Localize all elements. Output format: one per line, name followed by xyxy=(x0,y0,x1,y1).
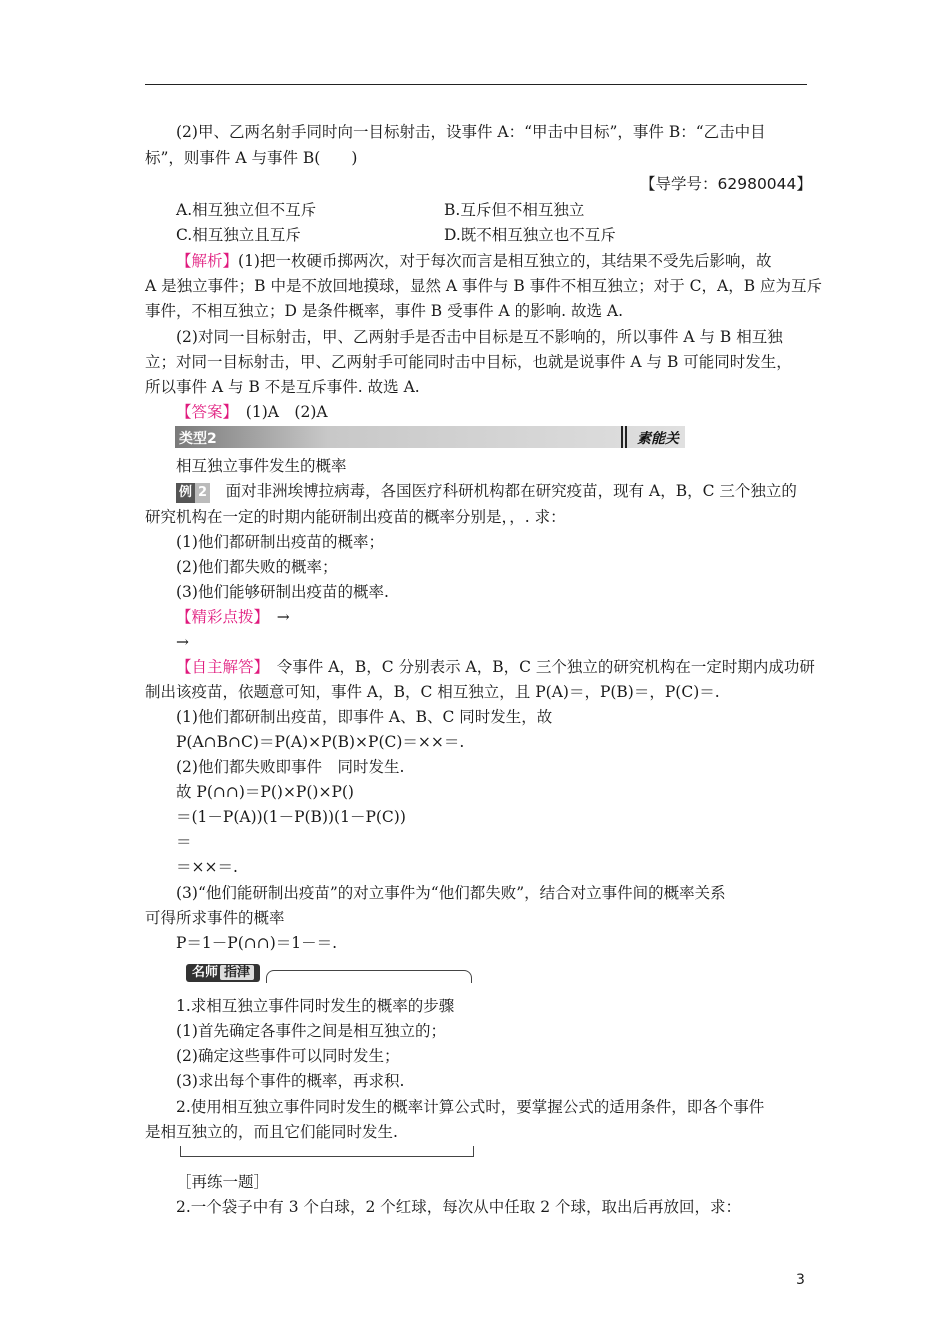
solution-line9: ＝××＝. xyxy=(176,858,238,876)
solution-line3: (1)他们都研制出疫苗，即事件 A、B、C 同时发生，故 xyxy=(176,708,553,726)
answer-line xyxy=(176,402,328,422)
teacher-line3: (2)确定这些事件可以同时发生； xyxy=(176,1047,400,1065)
example-line1 xyxy=(176,481,797,503)
analysis-line4: (2)对同一目标射击，甲、乙两射手是否击中目标是互不影响的，所以事件 A 与 B 相互独 xyxy=(176,328,783,346)
teacher-line4: (3)求出每个事件的概率，再求积. xyxy=(176,1072,405,1090)
teacher-line5: 2.使用相互独立事件同时发生的概率计算公式时，要掌握公式的适用条件，即各个事件 xyxy=(176,1098,765,1116)
solution-line6: 故 P(∩∩)＝P()×P()×P() xyxy=(176,783,354,801)
type-label: 类型2 xyxy=(179,431,217,447)
option-c: C.相互独立且互斥 xyxy=(176,226,301,244)
solution-line4: P(A∩B∩C)＝P(A)×P(B)×P(C)＝××＝. xyxy=(176,733,465,751)
analysis-line6: 所以事件 A 与 B 不是互斥事件. 故选 A. xyxy=(145,378,420,396)
example-line2: 研究机构在一定的时期内能研制出疫苗的概率分别是，，. 求： xyxy=(145,508,566,526)
teacher-tag2: 指津 xyxy=(220,965,254,980)
answer-text: (1)A (2)A xyxy=(245,403,328,421)
analysis-line3: 事件，不相互独立；D 是条件概率，事件 B 受事件 A 的影响. 故选 A. xyxy=(145,302,624,320)
page-number: 3 xyxy=(796,1272,805,1288)
hint-line xyxy=(176,607,290,627)
solution-text1: 令事件 A，B，C 分别表示 A，B，C 三个独立的研究机构在一定时期内成功研 xyxy=(276,658,815,676)
analysis-text1: (1)把一枚硬币掷两次，对于每次而言是相互独立的，其结果不受先后影响，故 xyxy=(238,252,772,270)
solution-line12: P＝1－P(∩∩)＝1－＝. xyxy=(176,934,338,952)
analysis-line1 xyxy=(176,251,771,271)
teacher-line1: 1.求相互独立事件同时发生的概率的步骤 xyxy=(176,997,455,1015)
answer-label: 【答案】 xyxy=(176,403,231,421)
teacher-guide-header xyxy=(180,964,472,986)
option-d: D.既不相互独立也不互斥 xyxy=(444,226,616,244)
teacher-guide-frame-bottom xyxy=(180,1146,474,1157)
solution-label: 【自主解答】 xyxy=(176,658,262,676)
type-bar xyxy=(175,426,685,448)
type-right-label: 素能关 xyxy=(637,431,679,447)
guide-number: 【导学号：62980044】 xyxy=(640,175,812,193)
example-text1: 面对非洲埃博拉病毒，各国医疗科研机构都在研究疫苗，现有 A，B，C 三个独立的 xyxy=(225,482,797,500)
practice-label: ［再练一题］ xyxy=(176,1173,270,1191)
option-b: B.互斥但不相互独立 xyxy=(444,201,585,219)
example-number: 2 xyxy=(195,483,210,503)
header-rule xyxy=(145,84,807,85)
teacher-tag1: 名师 xyxy=(192,965,219,980)
teacher-guide-tag xyxy=(186,964,260,982)
analysis-line2: A 是独立事件；B 中是不放回地摸球，显然 A 事件与 B 事件不相互独立；对于 C，A，B 应为互斥 xyxy=(145,277,823,295)
teacher-line6: 是相互独立的，而且它们能同时发生. xyxy=(145,1123,398,1141)
solution-line11: 可得所求事件的概率 xyxy=(145,909,285,927)
example-sub2: (2)他们都失败的概率； xyxy=(176,558,338,576)
type-separator xyxy=(621,426,627,448)
solution-line8: ＝ xyxy=(176,833,192,851)
solution-line1 xyxy=(176,657,815,677)
solution-line2: 制出该疫苗，依题意可知，事件 A，B，C 相互独立，且 P(A)＝，P(B)＝，P(C)＝. xyxy=(145,683,720,701)
analysis-label: 【解析】 xyxy=(176,252,239,270)
q2-line1: (2)甲、乙两名射手同时向一目标射击，设事件 A：“甲击中目标”，事件 B：“乙击中目 xyxy=(176,123,766,141)
section-title: 相互独立事件发生的概率 xyxy=(176,457,347,475)
practice-question: 2.一个袋子中有 3 个白球，2 个红球，每次从中任取 2 个球，取出后再放回，求： xyxy=(176,1198,742,1216)
solution-line10: (3)“他们能研制出疫苗”的对立事件为“他们都失败”，结合对立事件间的概率关系 xyxy=(176,884,726,902)
q2-line2: 标”，则事件 A 与事件 B( ) xyxy=(145,149,358,167)
solution-line5: (2)他们都失败即事件 同时发生. xyxy=(176,758,405,776)
solution-line7: ＝(1－P(A))(1－P(B))(1－P(C)) xyxy=(176,808,406,826)
hint-arrow1: → xyxy=(276,608,290,626)
option-a: A.相互独立但不互斥 xyxy=(176,201,317,219)
example-badge: 例 xyxy=(176,483,195,503)
hint-label: 【精彩点拨】 xyxy=(176,608,262,626)
teacher-line2: (1)首先确定各事件之间是相互独立的； xyxy=(176,1022,446,1040)
example-sub3: (3)他们能够研制出疫苗的概率. xyxy=(176,583,389,601)
analysis-line5: 立；对同一目标射击，甲、乙两射手可能同时击中目标，也就是说事件 A 与 B 可能同时发生， xyxy=(145,353,792,371)
teacher-guide-frame-top xyxy=(266,970,472,983)
example-sub1: (1)他们都研制出疫苗的概率； xyxy=(176,533,384,551)
hint-arrow2: → xyxy=(176,633,189,651)
